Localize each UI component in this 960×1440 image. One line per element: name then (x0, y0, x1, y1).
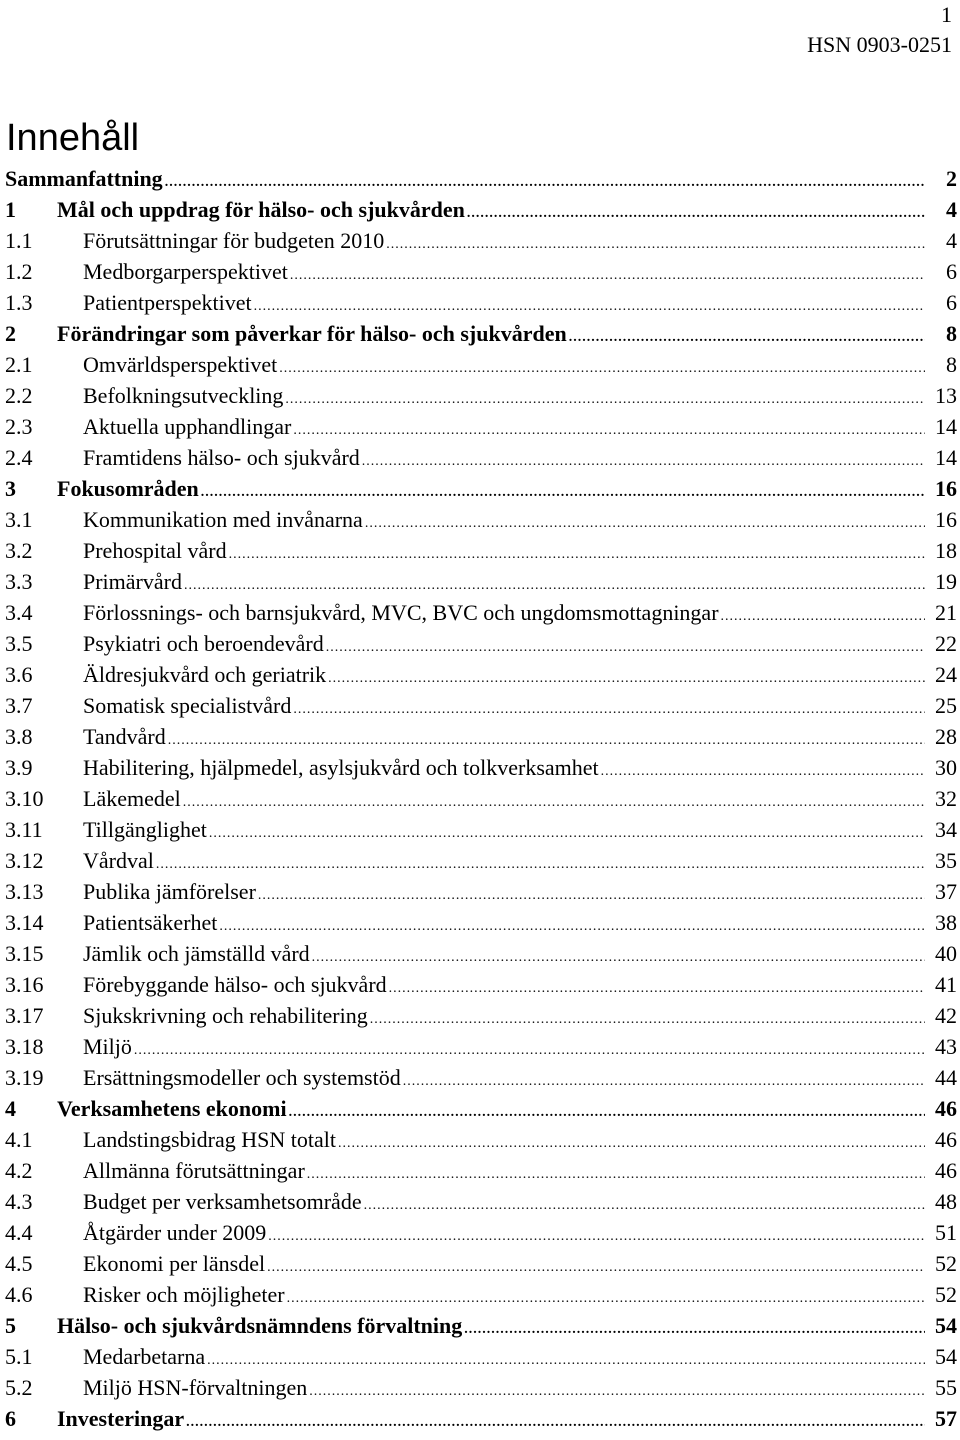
toc-entry-page: 54 (935, 1313, 957, 1338)
toc-entry-number: 3.1 (5, 507, 33, 532)
toc-entry-label: Allmänna förutsättningar (83, 1158, 305, 1183)
toc-entry-label: Patientsäkerhet (83, 910, 218, 935)
toc-entry-label: Risker och möjligheter (83, 1282, 285, 1307)
toc-entry-number: 3.14 (5, 910, 44, 935)
toc-entry-number: 3.19 (5, 1065, 44, 1090)
toc-entry[interactable] (5, 1155, 960, 1186)
toc-entry-label: Medborgarperspektivet (83, 259, 288, 284)
toc-entry-number: 5.2 (5, 1375, 33, 1400)
toc-entry-number: 3.18 (5, 1034, 44, 1059)
toc-entry[interactable] (5, 1310, 960, 1341)
dot-leader (229, 539, 925, 570)
toc-entry-number: 3.5 (5, 631, 33, 656)
toc-entry[interactable] (5, 690, 960, 721)
toc-entry-number: 4.1 (5, 1127, 33, 1152)
dot-leader (268, 1221, 925, 1252)
toc-entry-page: 25 (935, 693, 957, 718)
toc-entry-label: Förändringar som påverkar för hälso- och sjukvården (57, 321, 567, 346)
toc-entry-number: 3.17 (5, 1003, 44, 1028)
toc-entry-page: 44 (935, 1065, 957, 1090)
toc-entry-page: 6 (946, 290, 957, 315)
toc-entry[interactable] (5, 473, 960, 504)
toc-entry[interactable] (5, 1279, 960, 1310)
toc-entry-number: 4.4 (5, 1220, 33, 1245)
toc-entry-number: 3.16 (5, 972, 44, 997)
toc-entry[interactable] (5, 442, 960, 473)
toc-entry-page: 48 (935, 1189, 957, 1214)
toc-entry-page: 6 (946, 259, 957, 284)
toc-entry[interactable] (5, 1000, 960, 1031)
toc-entry-label: Vårdval (83, 848, 154, 873)
toc-entry-number: 3.9 (5, 755, 33, 780)
toc-entry[interactable] (5, 1341, 960, 1372)
toc-entry[interactable] (5, 1372, 960, 1403)
toc-entry[interactable] (5, 1403, 960, 1434)
dot-leader (312, 942, 925, 973)
document-id: HSN 0903-0251 (807, 32, 952, 57)
dot-leader (365, 508, 925, 539)
toc-entry[interactable] (5, 969, 960, 1000)
toc-entry-page: 40 (935, 941, 957, 966)
toc-entry-number: 3 (5, 476, 16, 501)
toc-entry-label: Mål och uppdrag för hälso- och sjukvården (57, 197, 465, 222)
toc-entry[interactable] (5, 349, 960, 380)
toc-entry-number: 1.1 (5, 228, 33, 253)
toc-entry-label: Sammanfattning (5, 166, 163, 191)
toc-entry-number: 3.12 (5, 848, 44, 873)
toc-entry-page: 52 (935, 1282, 957, 1307)
toc-entry-number: 3.7 (5, 693, 33, 718)
toc-entry-page: 42 (935, 1003, 957, 1028)
toc-entry-label: Prehospital vård (83, 538, 227, 563)
toc-entry-label: Fokusområden (57, 476, 199, 501)
dot-leader (386, 229, 925, 260)
toc-entry[interactable] (5, 287, 960, 318)
toc-entry-page: 14 (935, 414, 957, 439)
toc-entry-number: 2.3 (5, 414, 33, 439)
dot-leader (338, 1128, 925, 1159)
dot-leader (403, 1066, 925, 1097)
toc-entry-label: Medarbetarna (83, 1344, 206, 1369)
page-header (807, 0, 952, 60)
toc-entry-label: Patientperspektivet (83, 290, 252, 315)
dot-leader (362, 446, 925, 477)
toc-entry-page: 2 (946, 166, 957, 191)
toc-entry-label: Investeringar (57, 1406, 185, 1431)
toc-entry-label: Habilitering, hjälpmedel, asylsjukvård och tolkverksamhet (83, 755, 599, 780)
toc-entry-page: 46 (935, 1158, 957, 1183)
toc-entry-number: 5.1 (5, 1344, 33, 1369)
toc-entry-label: Aktuella upphandlingar (83, 414, 292, 439)
toc-entry-number: 6 (5, 1406, 16, 1431)
toc-entry-label: Läkemedel (83, 786, 181, 811)
toc-entry[interactable] (5, 752, 960, 783)
toc-entry-page: 55 (935, 1375, 957, 1400)
dot-leader (464, 1314, 925, 1345)
toc-entry-label: Tandvård (83, 724, 166, 749)
toc-entry-page: 34 (935, 817, 957, 842)
toc-entry-label: Miljö HSN-förvaltningen (83, 1375, 308, 1400)
toc-entry-page: 38 (935, 910, 957, 935)
toc-entry-label: Miljö (83, 1034, 132, 1059)
toc-entry-number: 3.6 (5, 662, 33, 687)
toc-entry[interactable] (5, 225, 960, 256)
toc-entry[interactable] (5, 1031, 960, 1062)
toc-entry-label: Psykiatri och beroendevård (83, 631, 324, 656)
toc-entry-page: 35 (935, 848, 957, 873)
toc-entry-page: 16 (935, 507, 957, 532)
toc-entry-page: 57 (935, 1406, 957, 1431)
toc-entry[interactable] (5, 318, 960, 349)
toc-entry-page: 18 (935, 538, 957, 563)
dot-leader (156, 849, 925, 880)
toc-entry-label: Befolkningsutveckling (83, 383, 284, 408)
toc-entry-page: 19 (935, 569, 957, 594)
toc-entry-number: 3.3 (5, 569, 33, 594)
toc-entry-page: 51 (935, 1220, 957, 1245)
dot-leader (389, 973, 925, 1004)
dot-leader (258, 880, 925, 911)
dot-leader (289, 1097, 925, 1128)
toc-entry-label: Tillgänglighet (83, 817, 207, 842)
toc-entry-label: Sjukskrivning och rehabilitering (83, 1003, 368, 1028)
toc-entry-number: 1 (5, 197, 16, 222)
dot-leader (293, 694, 925, 725)
dot-leader (721, 601, 925, 632)
dot-leader (370, 1004, 925, 1035)
toc-entry-number: 1.2 (5, 259, 33, 284)
toc-entry-number: 3.4 (5, 600, 33, 625)
dot-leader (601, 756, 925, 787)
toc-entry-label: Framtidens hälso- och sjukvård (83, 445, 360, 470)
toc-entry-page: 16 (935, 476, 957, 501)
toc-entry[interactable] (5, 163, 960, 194)
toc-entry-page: 4 (946, 197, 957, 222)
toc-entry-page: 4 (946, 228, 957, 253)
toc-entry-number: 4.2 (5, 1158, 33, 1183)
toc-entry[interactable] (5, 907, 960, 938)
dot-leader (293, 415, 925, 446)
toc-entry-number: 3.2 (5, 538, 33, 563)
toc-entry-label: Primärvård (83, 569, 182, 594)
toc-entry-page: 22 (935, 631, 957, 656)
toc-entry-number: 4 (5, 1096, 16, 1121)
toc-entry-page: 14 (935, 445, 957, 470)
toc-entry[interactable] (5, 721, 960, 752)
toc-entry[interactable] (5, 1248, 960, 1279)
toc-entry-number: 3.8 (5, 724, 33, 749)
dot-leader (183, 787, 925, 818)
toc-entry[interactable] (5, 628, 960, 659)
dot-leader (364, 1190, 925, 1221)
toc-entry-number: 3.11 (5, 817, 43, 842)
dot-leader (328, 663, 925, 694)
toc-entry[interactable] (5, 380, 960, 411)
dot-leader (290, 260, 925, 291)
toc-entry-page: 13 (935, 383, 957, 408)
toc-entry-number: 3.10 (5, 786, 44, 811)
page-number: 1 (941, 2, 952, 27)
toc-entry-number: 3.13 (5, 879, 44, 904)
toc-entry-page: 32 (935, 786, 957, 811)
toc-entry[interactable] (5, 1186, 960, 1217)
toc-entry-number: 2.1 (5, 352, 33, 377)
dot-leader (279, 353, 925, 384)
toc-entry-page: 46 (935, 1127, 957, 1152)
toc-entry[interactable] (5, 504, 960, 535)
toc-entry[interactable] (5, 194, 960, 225)
toc-entry[interactable] (5, 1062, 960, 1093)
toc-entry[interactable] (5, 597, 960, 628)
toc-entry[interactable] (5, 566, 960, 597)
toc-entry-label: Somatisk specialistvård (83, 693, 292, 718)
toc-entry-label: Hälso- och sjukvårdsnämndens förvaltning (57, 1313, 463, 1338)
toc-entry[interactable] (5, 876, 960, 907)
dot-leader (207, 1345, 925, 1376)
toc-entry-label: Ekonomi per länsdel (83, 1251, 266, 1276)
toc-entry-page: 52 (935, 1251, 957, 1276)
toc-entry-label: Verksamhetens ekonomi (57, 1096, 287, 1121)
toc-entry-number: 1.3 (5, 290, 33, 315)
toc-entry-page: 28 (935, 724, 957, 749)
toc-entry-label: Publika jämförelser (83, 879, 256, 904)
toc-entry-label: Ersättningsmodeller och systemstöd (83, 1065, 401, 1090)
toc-entry-page: 8 (946, 352, 957, 377)
toc-entry-number: 4.5 (5, 1251, 33, 1276)
toc-entry-page: 30 (935, 755, 957, 780)
dot-leader (569, 322, 925, 353)
toc-title: Innehåll (6, 117, 140, 159)
toc-entry-label: Äldresjukvård och geriatrik (83, 662, 327, 687)
toc-entry-page: 41 (935, 972, 957, 997)
toc-entry-number: 2.4 (5, 445, 33, 470)
toc-entry-page: 24 (935, 662, 957, 687)
toc-entry-number: 2 (5, 321, 16, 346)
toc-entry-label: Förlossnings- och barnsjukvård, MVC, BVC och ungdomsmottagningar (83, 600, 719, 625)
toc-entry-label: Förebyggande hälso- och sjukvård (83, 972, 387, 997)
toc-entry-page: 54 (935, 1344, 957, 1369)
toc-entry[interactable] (5, 659, 960, 690)
dot-leader (209, 818, 925, 849)
toc-entry[interactable] (5, 535, 960, 566)
toc-entry-number: 2.2 (5, 383, 33, 408)
dot-leader (219, 911, 925, 942)
table-of-contents (5, 163, 960, 1434)
toc-entry-number: 3.15 (5, 941, 44, 966)
toc-entry-label: Budget per verksamhetsområde (83, 1189, 362, 1214)
toc-entry-page: 21 (935, 600, 957, 625)
toc-entry-page: 46 (935, 1096, 957, 1121)
toc-entry[interactable] (5, 411, 960, 442)
toc-entry[interactable] (5, 1124, 960, 1155)
toc-entry-number: 5 (5, 1313, 16, 1338)
toc-entry[interactable] (5, 783, 960, 814)
toc-entry-label: Omvärldsperspektivet (83, 352, 278, 377)
dot-leader (285, 384, 925, 415)
toc-entry-label: Kommunikation med invånarna (83, 507, 363, 532)
toc-entry-label: Åtgärder under 2009 (83, 1220, 267, 1245)
dot-leader (307, 1159, 925, 1190)
toc-entry[interactable] (5, 256, 960, 287)
toc-entry-page: 37 (935, 879, 957, 904)
toc-entry-number: 4.6 (5, 1282, 33, 1307)
toc-entry[interactable] (5, 1093, 960, 1124)
toc-entry-label: Förutsättningar för budgeten 2010 (83, 228, 385, 253)
toc-entry-label: Jämlik och jämställd vård (83, 941, 310, 966)
dot-leader (267, 1252, 925, 1283)
dot-leader (309, 1376, 925, 1407)
toc-entry[interactable] (5, 938, 960, 969)
toc-entry-label: Landstingsbidrag HSN totalt (83, 1127, 336, 1152)
toc-entry[interactable] (5, 845, 960, 876)
dot-leader (186, 1407, 925, 1438)
toc-entry[interactable] (5, 814, 960, 845)
toc-entry[interactable] (5, 1217, 960, 1248)
toc-entry-page: 8 (946, 321, 957, 346)
dot-leader (467, 198, 925, 229)
dot-leader (326, 632, 925, 663)
toc-entry-number: 4.3 (5, 1189, 33, 1214)
toc-entry-page: 43 (935, 1034, 957, 1059)
